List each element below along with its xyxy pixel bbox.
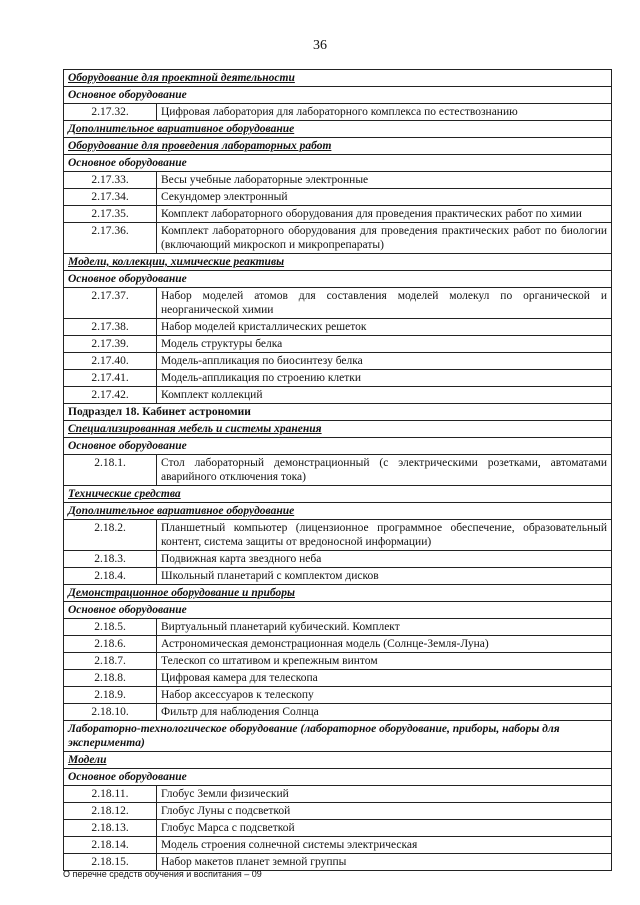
item-description: Модель-аппликация по биосинтезу белка [157,353,612,370]
item-description: Цифровая лаборатория для лабораторного комплекса по естествознанию [157,104,612,121]
item-number: 2.17.33. [64,172,157,189]
item-description: Глобус Марса с подсветкой [157,820,612,837]
table-row [64,854,612,871]
subcategory-heading: Основное оборудование [64,769,612,786]
item-number: 2.17.39. [64,336,157,353]
item-description: Глобус Луны с подсветкой [157,803,612,820]
subcategory-heading: Основное оборудование [64,271,612,288]
table-row [64,288,612,319]
table-row [64,104,612,121]
category-heading: Дополнительное вариативное оборудование [64,503,612,520]
category-heading: Демонстрационное оборудование и приборы [64,585,612,602]
subcategory-heading: Лабораторно-технологическое оборудование (лабораторное оборудование, приборы, наборы для эксперимента) [64,721,612,752]
category-heading: Модели, коллекции, химические реактивы [64,254,612,271]
item-number: 2.18.3. [64,551,157,568]
category-heading-row [64,254,612,271]
item-description: Набор моделей атомов для составления моделей молекул по органической и неорганической химии [157,288,612,319]
category-heading-row [64,503,612,520]
item-number: 2.17.37. [64,288,157,319]
item-description: Комплект лабораторного оборудования для проведения практических работ по химии [157,206,612,223]
item-description: Секундомер электронный [157,189,612,206]
category-heading: Дополнительное вариативное оборудование [64,121,612,138]
category-heading-row [64,421,612,438]
subcategory-heading: Основное оборудование [64,87,612,104]
item-number: 2.18.1. [64,455,157,486]
item-description: Телескоп со штативом и крепежным винтом [157,653,612,670]
item-number: 2.17.32. [64,104,157,121]
item-description: Глобус Земли физический [157,786,612,803]
page-number: 36 [313,38,327,53]
item-description: Виртуальный планетарий кубический. Комплект [157,619,612,636]
item-number: 2.18.10. [64,704,157,721]
item-number: 2.18.4. [64,568,157,585]
item-number: 2.18.14. [64,837,157,854]
table-row [64,336,612,353]
item-number: 2.17.40. [64,353,157,370]
category-heading-row [64,70,612,87]
item-number: 2.18.15. [64,854,157,871]
item-number: 2.18.9. [64,687,157,704]
item-description: Подвижная карта звездного неба [157,551,612,568]
table-row [64,189,612,206]
category-heading-row [64,121,612,138]
category-heading-row [64,486,612,503]
page-footer: О перечне средств обучения и воспитания – 09 [63,869,262,879]
subcategory-heading: Основное оборудование [64,438,612,455]
section-heading: Подраздел 18. Кабинет астрономии [64,404,612,421]
subcategory-heading-row [64,271,612,288]
table-row [64,653,612,670]
subcategory-heading-row [64,155,612,172]
subcategory-heading-row [64,602,612,619]
table-row [64,551,612,568]
item-description: Планшетный компьютер (лицензионное программное обеспечение, образовательный контент, система защиты от вредоносной информации) [157,520,612,551]
section-heading-row [64,404,612,421]
table-row [64,206,612,223]
table-row [64,568,612,585]
category-heading: Модели [64,752,612,769]
item-description: Набор макетов планет земной группы [157,854,612,871]
item-number: 2.17.38. [64,319,157,336]
category-heading: Технические средства [64,486,612,503]
table-row [64,455,612,486]
subcategory-heading-row [64,769,612,786]
subcategory-heading-row [64,87,612,104]
item-number: 2.18.5. [64,619,157,636]
table-row [64,803,612,820]
table-row [64,820,612,837]
category-heading: Специализированная мебель и системы хранения [64,421,612,438]
item-description: Модель структуры белка [157,336,612,353]
table-row [64,704,612,721]
item-description: Школьный планетарий с комплектом дисков [157,568,612,585]
table-row [64,687,612,704]
item-description: Комплект лабораторного оборудования для проведения практических работ по биологии (включающий микроскоп и микропрепараты) [157,223,612,254]
item-description: Стол лабораторный демонстрационный (с электрическими розетками, автоматами аварийного отключения тока) [157,455,612,486]
category-heading: Оборудование для проведения лабораторных работ [64,138,612,155]
table-row [64,619,612,636]
subcategory-heading-row [64,721,612,752]
category-heading: Оборудование для проектной деятельности [64,70,612,87]
subcategory-heading: Основное оборудование [64,155,612,172]
item-number: 2.18.11. [64,786,157,803]
table-row [64,520,612,551]
item-number: 2.17.36. [64,223,157,254]
item-number: 2.17.41. [64,370,157,387]
table-row [64,387,612,404]
item-description: Модель строения солнечной системы электрическая [157,837,612,854]
item-number: 2.17.34. [64,189,157,206]
item-description: Набор моделей кристаллических решеток [157,319,612,336]
equipment-table [63,69,612,871]
category-heading-row [64,752,612,769]
item-number: 2.18.13. [64,820,157,837]
table-row [64,370,612,387]
item-number: 2.18.8. [64,670,157,687]
item-number: 2.18.6. [64,636,157,653]
table-row [64,670,612,687]
item-description: Цифровая камера для телескопа [157,670,612,687]
item-description: Астрономическая демонстрационная модель (Солнце-Земля-Луна) [157,636,612,653]
item-number: 2.17.42. [64,387,157,404]
category-heading-row [64,585,612,602]
item-number: 2.18.2. [64,520,157,551]
table-row [64,786,612,803]
item-number: 2.17.35. [64,206,157,223]
category-heading-row [64,138,612,155]
table-row [64,636,612,653]
table-row [64,172,612,189]
item-description: Весы учебные лабораторные электронные [157,172,612,189]
table-row [64,319,612,336]
subcategory-heading-row [64,438,612,455]
table-row [64,837,612,854]
item-number: 2.18.7. [64,653,157,670]
item-description: Комплект коллекций [157,387,612,404]
item-description: Модель-аппликация по строению клетки [157,370,612,387]
table-row [64,353,612,370]
item-number: 2.18.12. [64,803,157,820]
subcategory-heading: Основное оборудование [64,602,612,619]
item-description: Набор аксессуаров к телескопу [157,687,612,704]
item-description: Фильтр для наблюдения Солнца [157,704,612,721]
table-row [64,223,612,254]
